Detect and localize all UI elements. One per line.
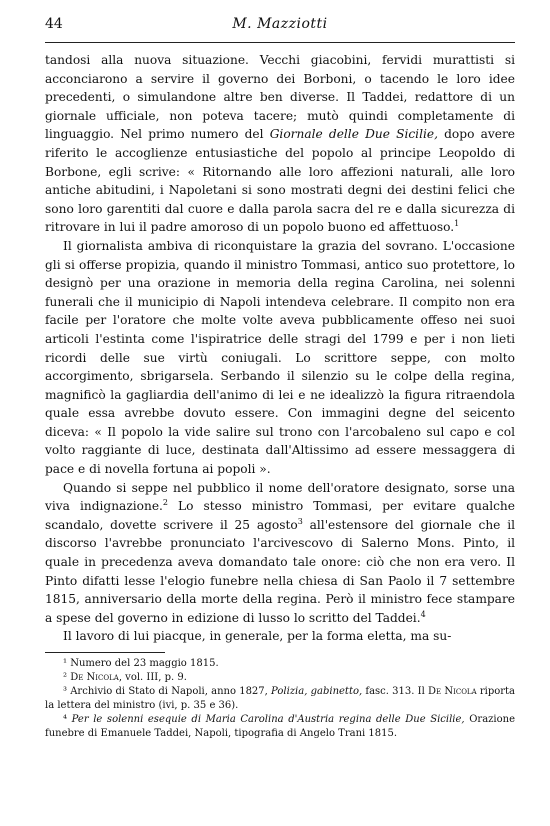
footnote-2-author: De Nicola — [70, 672, 119, 683]
footnote-3 — [45, 685, 515, 713]
footnote-2-text: , vol. III, p. 9. — [118, 672, 187, 683]
footnote-1 — [45, 657, 515, 671]
paragraph-2 — [45, 237, 515, 479]
paragraph-3 — [45, 479, 515, 628]
footnote-3-text-a: ³ Archivio di Stato di Napoli, anno 1827, — [63, 686, 272, 697]
footnote-3-source: Polizia, gabinetto, — [271, 686, 363, 697]
footnote-3-text-c: riporta la lettera del ministro (ivi, p. 35 e 36). — [45, 686, 516, 711]
body-text — [45, 51, 515, 646]
paragraph-1-text-a: tandosi alla nuova situazione. Vecchi giacobini, fervidi murattisti si acconciarono a servire il governo dei Borboni, o tacendo le loro idee precedenti, o simulandone altre ben diverse. Il Taddei, redattore di un giornale ufficiale, non poteva tacere; mutò quindi completamente di linguaggio. Nel primo numero del — [45, 53, 515, 142]
paragraph-2-text: Il giornalista ambiva di riconquistare la grazia del sovrano. L'occasione gli si offerse propizia, quando il ministro Tommasi, antico suo protettore, lo designò per una orazione in memoria della regina Carolina, nei solenni funerali che il municipio di Napoli intendeva celebrare. Il compito non era facile per l'oratore che molte volte aveva pubblicamente offeso nei suoi articoli l'estinta come l'ispiratrice delle stragi del 1799 e per i non lieti ricordi delle sue virtù coniugali. Lo scrittore seppe, con molto accorgimento, sbrigarsela. Serbando il silenzio su le colpe della regina, magnificò la gagliardia dell'animo di lei e ne idealizzò la figura ritraendola quale essa avrebbe dovuto essere. Con immagini degne del seicento diceva: « Il popolo la vide salire sul trono con l'arcobaleno sul capo e col volto raggiante di luce, destinata dall'Altissimo ad essere messaggera di pace e di novella fortuna ai popoli ». — [45, 238, 515, 477]
footnote-4-text: Orazione funebre di Emanuele Taddei, Napoli, tipografia di Angelo Trani 1815. — [45, 714, 516, 739]
footnote-ref-4: 4 — [420, 609, 426, 619]
footnote-4-title: Per le solenni esequie di Maria Carolina d'Austria regina delle Due Sicilie, — [71, 714, 465, 725]
paragraph-3-text-c: all'estensore del giornale che il discorso l'avrebbe pronunciato l'arcivescovo di Salerno Mons. Pinto, il quale in precedenza aveva domandato tale onore: ciò che non era vero. Il Pinto difatti lesse l'elogio funebre nella chiesa di San Paolo il 7 settembre 1815, anniversario della morte della regina. Però il ministro fece stampare a spese del governo in edizione di lusso lo scritto del Taddei. — [45, 517, 515, 625]
footnote-4 — [45, 713, 515, 741]
footnote-ref-1: 1 — [454, 219, 460, 229]
paragraph-3-text-a: Quando si seppe nel pubblico il nome dell'oratore designato, sorse una viva indignazione. — [45, 480, 515, 514]
page-header — [45, 10, 515, 36]
paragraph-1 — [45, 51, 515, 237]
page-number: 44 — [45, 16, 63, 32]
paragraph-4-text: Il lavoro di lui piacque, in generale, per la forma eletta, ma su- — [63, 629, 452, 644]
footnote-1-text: ¹ Numero del 23 maggio 1815. — [63, 658, 219, 669]
newspaper-title: Giornale delle Due Sicilie, — [269, 127, 438, 142]
footnote-3-text-b: fasc. 313. Il — [362, 686, 428, 697]
paragraph-1-text-b: dopo avere riferito le accoglienze entusiastiche del popolo al principe Leopoldo di Borbone, egli scrive: « Ritornando alle loro affezioni naturali, alle loro antiche abitudini, i Napoletani si sono mostrati degni dei destini felici che sono loro garentiti dal cuore e dalla parola sacra del re e dalla sicurezza di ritrovare in lui il padre amoroso di un popolo buono ed affettuoso. — [45, 127, 515, 235]
running-title: M. Mazziotti — [232, 16, 328, 32]
footnote-3-author: De Nicola — [427, 686, 477, 697]
footnote-rule — [45, 652, 165, 653]
paragraph-3-text-b: Lo stesso ministro Tommasi, per evitare qualche scandalo, dovette scrivere il 25 agosto — [45, 499, 515, 532]
footnote-ref-3: 3 — [297, 516, 303, 526]
footnote-2 — [45, 671, 515, 685]
footnote-2-number: ² — [63, 672, 71, 683]
footnote-ref-2: 2 — [162, 498, 169, 508]
footnotes — [45, 657, 515, 741]
paragraph-4 — [45, 627, 515, 646]
footnote-4-number: ⁴ — [63, 714, 72, 725]
header-rule — [45, 42, 515, 43]
